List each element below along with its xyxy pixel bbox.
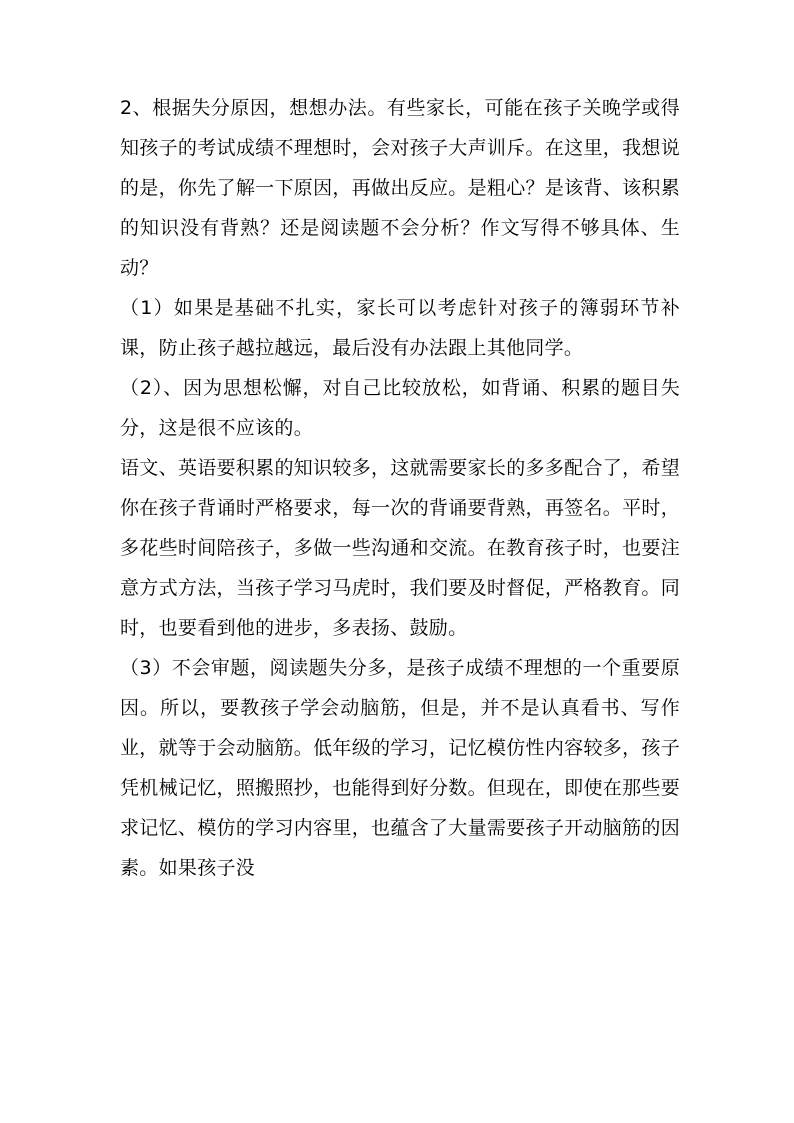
paragraph-point-2: （2）、因为思想松懈，对自己比较放松，如背诵、积累的题目失分，这是很不应该的。 <box>120 377 680 439</box>
paragraph-point-3: （3）不会审题，阅读题失分多，是孩子成绩不理想的一个重要原因。所以，要教孩子学会动脑筋，但是，并不是认真看书、写作业，就等于会动脑筋。低年级的学习，记忆模仿性内容较多，孩子凭机械记忆，照搬照抄，也能得到好分数。但现在，即使在那些要求记忆、模仿的学习内容里，也蕴含了大量需要孩子开动脑筋的因素。如果孩子没 <box>120 657 680 879</box>
paragraph-reasons: 2、根据失分原因，想想办法。有些家长，可能在孩子关晚学或得知孩子的考试成绩不理想时，会对孩子大声训斥。在这里，我想说的是，你先了解一下原因，再做出反应。是粗心？是该背、该积累的知识没有背熟？还是阅读题不会分析？作文写得不够具体、生动？ <box>120 97 680 279</box>
document-body <box>120 88 680 888</box>
paragraph-memorization: 语文、英语要积累的知识较多，这就需要家长的多多配合了，希望你在孩子背诵时严格要求，每一次的背诵要背熟，再签名。平时，多花些时间陪孩子，多做一些沟通和交流。在教育孩子时，也要注意方式方法，当孩子学习马虎时，我们要及时督促，严格教育。同时，也要看到他的进步，多表扬、鼓励。 <box>120 457 680 639</box>
paragraph-point-1: （1）如果是基础不扎实，家长可以考虑针对孩子的簿弱环节补课，防止孩子越拉越远，最后没有办法跟上其他同学。 <box>120 297 680 359</box>
